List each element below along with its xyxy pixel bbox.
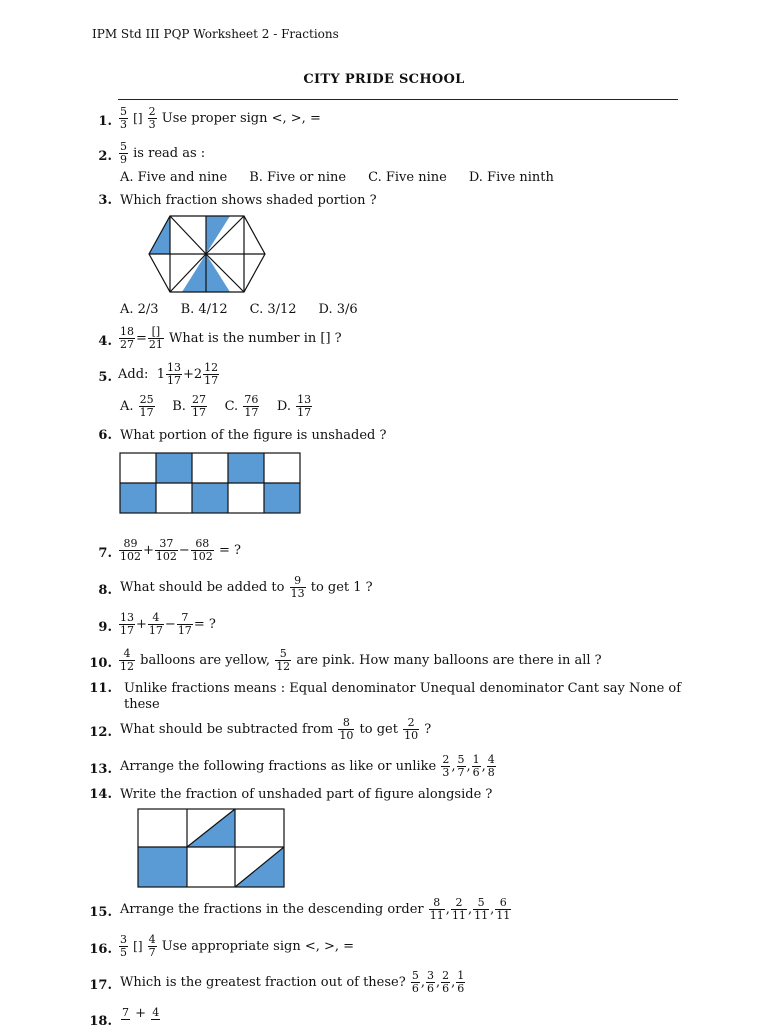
q5-option-c: C. $\frac{76}{17}$ bbox=[224, 393, 259, 419]
q16-fraction-a: $\frac{3}{5}$ bbox=[120, 933, 127, 959]
q16-blank-box: [] bbox=[133, 939, 143, 953]
q2-option-b: B. Five or nine bbox=[249, 170, 347, 185]
q16-number: 16. bbox=[89, 942, 112, 957]
question-8: What should be added to $\frac{9}{13}$ to get 1 ? bbox=[120, 574, 373, 600]
q15-number: 15. bbox=[89, 905, 112, 920]
q3-number: 3. bbox=[98, 193, 112, 208]
q4-fraction-a: $\frac{18}{27}$ bbox=[120, 325, 134, 351]
q13-number: 13. bbox=[89, 762, 112, 777]
q11-text: Unlike fractions means : Equal denominator Unequal denominator Cant say None of these bbox=[124, 681, 682, 712]
q2-text: is read as : bbox=[133, 146, 206, 161]
q17-number: 17. bbox=[89, 978, 112, 993]
q18-fraction-b: 4 bbox=[152, 1006, 160, 1019]
question-7: $\frac{89}{102}$ + $\frac{37}{102}$ − $\frac{68}{102}$ = ? bbox=[120, 537, 241, 563]
q7-fraction-a: $\frac{89}{102}$ bbox=[120, 537, 141, 563]
question-5: Add: 1 $\frac{13}{17}$ +2 $\frac{12}{17}$ bbox=[118, 361, 219, 387]
q1-number: 1. bbox=[98, 114, 112, 129]
q6-grid-figure bbox=[119, 452, 301, 514]
q14-grid-figure bbox=[137, 808, 285, 888]
q1-blank-box: [] bbox=[133, 111, 143, 125]
q3-option-a: A. 2/3 bbox=[120, 302, 159, 317]
q5-options bbox=[120, 394, 313, 419]
q3-option-d: D. 3/6 bbox=[318, 302, 358, 317]
q9-fraction-c: $\frac{7}{17}$ bbox=[177, 611, 192, 637]
q10-fraction-b: $\frac{5}{12}$ bbox=[276, 647, 291, 673]
q9-fraction-b: $\frac{4}{17}$ bbox=[148, 611, 163, 637]
q9-number: 9. bbox=[98, 620, 112, 635]
q3-shaded-triangle-4 bbox=[206, 254, 230, 292]
q6-number: 6. bbox=[98, 428, 112, 443]
q4-text: What is the number in [] ? bbox=[169, 331, 342, 346]
q2-option-a: A. Five and nine bbox=[120, 170, 228, 185]
q12-fraction-a: $\frac{8}{10}$ bbox=[339, 716, 354, 742]
q5-number: 5. bbox=[98, 370, 112, 385]
q7-fraction-b: $\frac{37}{102}$ bbox=[155, 537, 177, 563]
school-title: CITY PRIDE SCHOOL bbox=[303, 72, 465, 87]
q10-fraction-a: $\frac{4}{12}$ bbox=[120, 647, 134, 673]
q5-option-b: B. $\frac{27}{17}$ bbox=[172, 393, 207, 419]
q3-shaded-triangle-2 bbox=[206, 216, 230, 254]
q5-fraction-b: $\frac{12}{17}$ bbox=[204, 361, 219, 387]
q1-fraction-b: $\frac{2}{3}$ bbox=[148, 105, 156, 131]
q16-fraction-b: $\frac{4}{7}$ bbox=[148, 933, 156, 959]
q14-number: 14. bbox=[89, 787, 112, 802]
q2-option-d: D. Five ninth bbox=[468, 170, 554, 185]
question-17: Which is the greatest fraction out of these? $\frac{5}{6}$ , $\frac{3}{6}$ , $\frac{2}{6}$ , $\frac{1}{6}$ bbox=[120, 969, 465, 995]
q3-options bbox=[120, 302, 380, 318]
q3-text: Which fraction shows shaded portion ? bbox=[120, 193, 377, 208]
q5-option-a: A. $\frac{25}{17}$ bbox=[120, 393, 154, 419]
question-10: $\frac{4}{12}$ balloons are yellow, $\frac{5}{12}$ are pink. How many balloons are there in all ? bbox=[120, 647, 602, 673]
q2-number: 2. bbox=[98, 149, 112, 164]
q3-option-b: B. 4/12 bbox=[180, 302, 228, 317]
q5-fraction-a: $\frac{13}{17}$ bbox=[166, 361, 181, 387]
q18-fraction-a: 7 bbox=[122, 1006, 129, 1019]
q18-number: 18. bbox=[89, 1014, 112, 1029]
question-18: 7 + 4 bbox=[122, 1006, 160, 1021]
q3-option-c: C. 3/12 bbox=[249, 302, 297, 317]
q10-number: 10. bbox=[89, 656, 112, 671]
q5-option-d: D. $\frac{13}{17}$ bbox=[276, 393, 312, 419]
question-1 bbox=[118, 106, 321, 131]
q2-option-c: C. Five nine bbox=[368, 170, 447, 185]
q1-text: Use proper sign <, >, = bbox=[161, 111, 321, 126]
q14-text: Write the fraction of unshaded part of figure alongside ? bbox=[120, 787, 493, 802]
q2-options bbox=[120, 170, 576, 186]
q12-fraction-b: $\frac{2}{10}$ bbox=[404, 716, 419, 742]
q1-fraction-a: $\frac{5}{3}$ bbox=[120, 105, 127, 131]
q4-fraction-b: $\frac{[]}{21}$ bbox=[148, 325, 163, 351]
q4-number: 4. bbox=[98, 334, 112, 349]
question-15: Arrange the fractions in the descending order $\frac{8}{11}$ , $\frac{2}{11}$ , $\frac{5}{11}$ , $\frac{6}{11}$ bbox=[120, 896, 511, 922]
q3-shaded-triangle-3 bbox=[182, 254, 206, 292]
question-12: What should be subtracted from $\frac{8}{10}$ to get $\frac{2}{10}$ ? bbox=[120, 716, 432, 742]
worksheet-header: IPM Std III PQP Worksheet 2 - Fractions bbox=[92, 27, 339, 41]
question-2 bbox=[118, 141, 205, 166]
q12-number: 12. bbox=[89, 725, 112, 740]
q6-text: What portion of the figure is unshaded ? bbox=[120, 428, 387, 443]
q7-fraction-c: $\frac{68}{102}$ bbox=[191, 537, 213, 563]
q8-number: 8. bbox=[98, 583, 112, 598]
question-4: $\frac{18}{27}$ = $\frac{[]}{21}$ What is the number in [] ? bbox=[120, 325, 342, 351]
question-9: $\frac{13}{17}$ + $\frac{4}{17}$ − $\frac{7}{17}$ = ? bbox=[120, 611, 216, 637]
q8-fraction: $\frac{9}{13}$ bbox=[290, 574, 305, 600]
question-13: Arrange the following fractions as like or unlike $\frac{2}{3}$ , $\frac{5}{7}$ , $\frac{1}{6}$ , $\frac{4}{8}$ bbox=[120, 753, 495, 779]
q2-fraction: $\frac{5}{9}$ bbox=[120, 140, 127, 166]
title-divider bbox=[118, 99, 678, 100]
q9-fraction-a: $\frac{13}{17}$ bbox=[120, 611, 134, 637]
q3-hexagon-figure bbox=[146, 212, 268, 296]
q7-number: 7. bbox=[98, 546, 112, 561]
question-16: $\frac{3}{5}$ [] $\frac{4}{7}$ Use appropriate sign <, >, = bbox=[120, 933, 355, 959]
q11-number: 11. bbox=[89, 681, 112, 696]
